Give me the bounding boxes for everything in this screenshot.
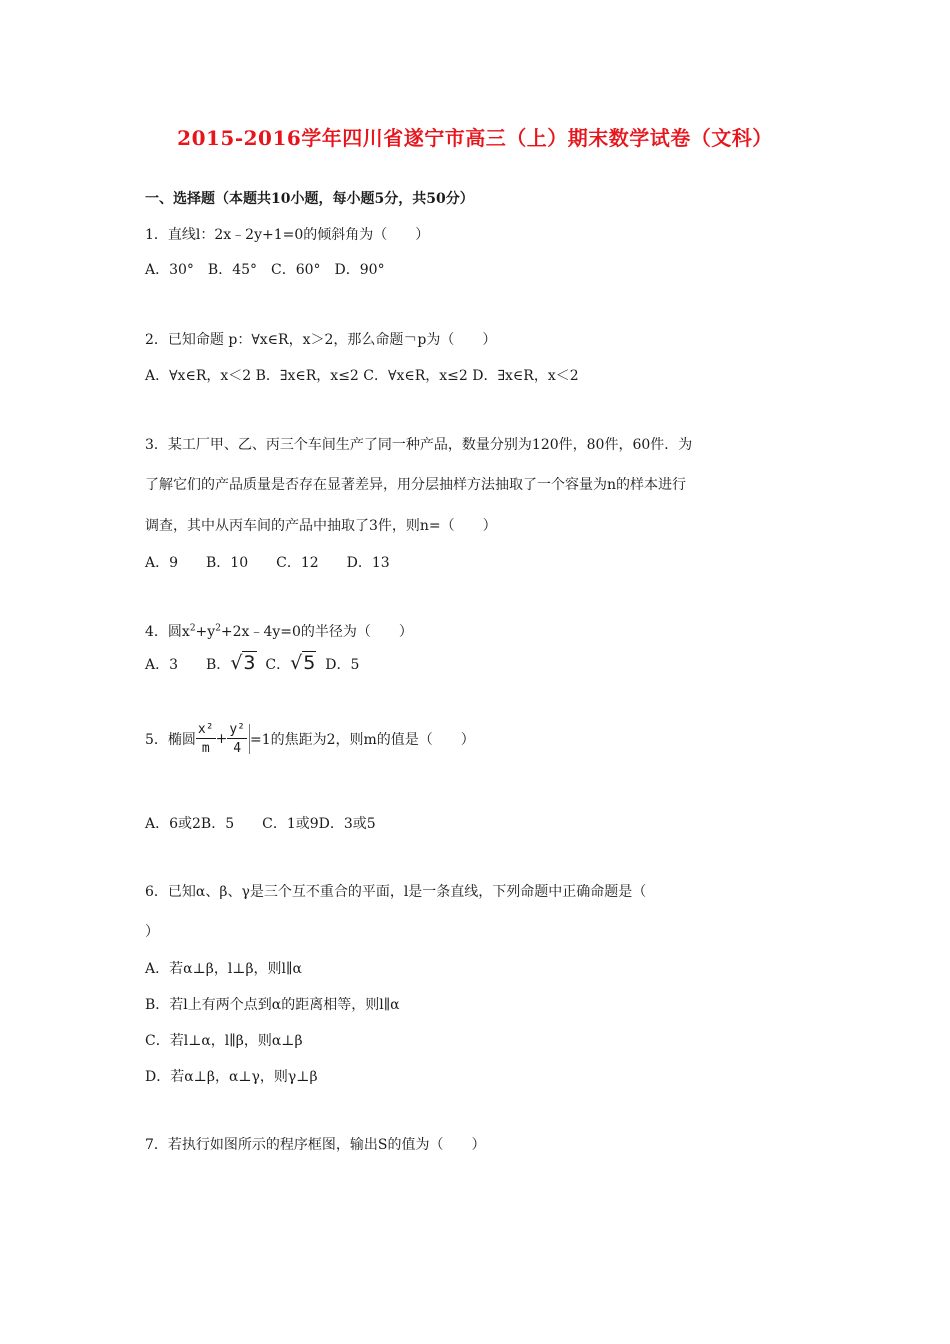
q4-option-a-b: A．3 B． [145,657,231,673]
question-6-stem-end: ） [145,924,159,940]
exam-title: 2015-2016学年四川省遂宁市高三（上）期末数学试卷（文科） [177,126,773,150]
question-3-line-1: 3．某工厂甲、乙、丙三个车间生产了同一种产品，数量分别为120件，80件，60件．为 [145,437,693,453]
question-4-stem [145,621,413,641]
question-3-line-3: 调查，其中从丙车间的产品中抽取了3件，则n=（ ） [145,518,497,534]
plus-sign: + [215,731,228,747]
question-3-options: A．9 B．10 C．12 D．13 [145,555,390,571]
question-6-option-c: C．若l⊥α，l∥β，则α⊥β [145,1033,303,1049]
question-6-option-b: B．若l上有两个点到α的距离相等，则l∥α [145,997,400,1013]
question-6-stem: 6．已知α、β、γ是三个互不重合的平面，l是一条直线，下列命题中正确命题是（ [145,884,647,900]
question-6-option-d: D．若α⊥β，α⊥γ，则γ⊥β [145,1069,318,1085]
sqrt-3-radicand: 3 [243,652,256,674]
frac-x-numerator: x² [197,722,214,737]
q4-sup-1: 2 [189,623,196,634]
sqrt-5-radicand: 5 [303,652,316,674]
q4-option-d: D．5 [325,657,360,673]
frac-x-denominator: m [201,741,210,756]
question-3-line-2: 了解它们的产品质量是否存在显著差异，用分层抽样方法抽取了一个容量为n的样本进行 [145,477,687,493]
question-2-stem: 2．已知命题 p：∀x∈R，x＞2，那么命题￢p为（ ） [145,332,497,348]
question-5-stem [145,723,475,755]
section-header: 一、选择题（本题共10小题，每小题5分，共50分） [145,191,474,207]
q4-stem-prefix: 4．圆x [145,624,190,640]
frac-y-denominator: 4 [233,741,242,756]
ellipse-fraction-x [196,723,216,755]
ellipse-fraction-y [227,723,247,755]
q4-option-c: C． [265,657,291,673]
q5-stem-prefix: 5．椭圆 [145,732,196,748]
q4-sup-2: 2 [215,623,221,634]
question-4-options [145,652,359,674]
sqrt-5-formula: √5 [290,652,316,674]
sqrt-3-formula: √3 [230,652,256,674]
q4-stem-suffix: +2x﹣4y=0的半径为（ ） [220,624,413,640]
question-6-option-a: A．若α⊥β，l⊥β，则l∥α [145,961,302,977]
frac-y-numerator: y² [229,722,245,737]
question-1-options: A．30° B．45° C．60° D．90° [145,262,385,278]
q5-stem-suffix: =1的焦距为2，则m的值是（ ） [249,732,475,748]
question-1-stem: 1．直线l：2x﹣2y+1=0的倾斜角为（ ） [145,227,430,243]
question-7-stem: 7．若执行如图所示的程序框图，输出S的值为（ ） [145,1137,486,1153]
question-5-options: A．6或2B．5 C．1或9D．3或5 [145,816,376,832]
q4-stem-mid: +y [195,624,216,640]
question-2-options: A．∀x∈R，x＜2 B．∃x∈R，x≤2 C．∀x∈R，x≤2 D．∃x∈R，x＜2 [145,368,579,384]
